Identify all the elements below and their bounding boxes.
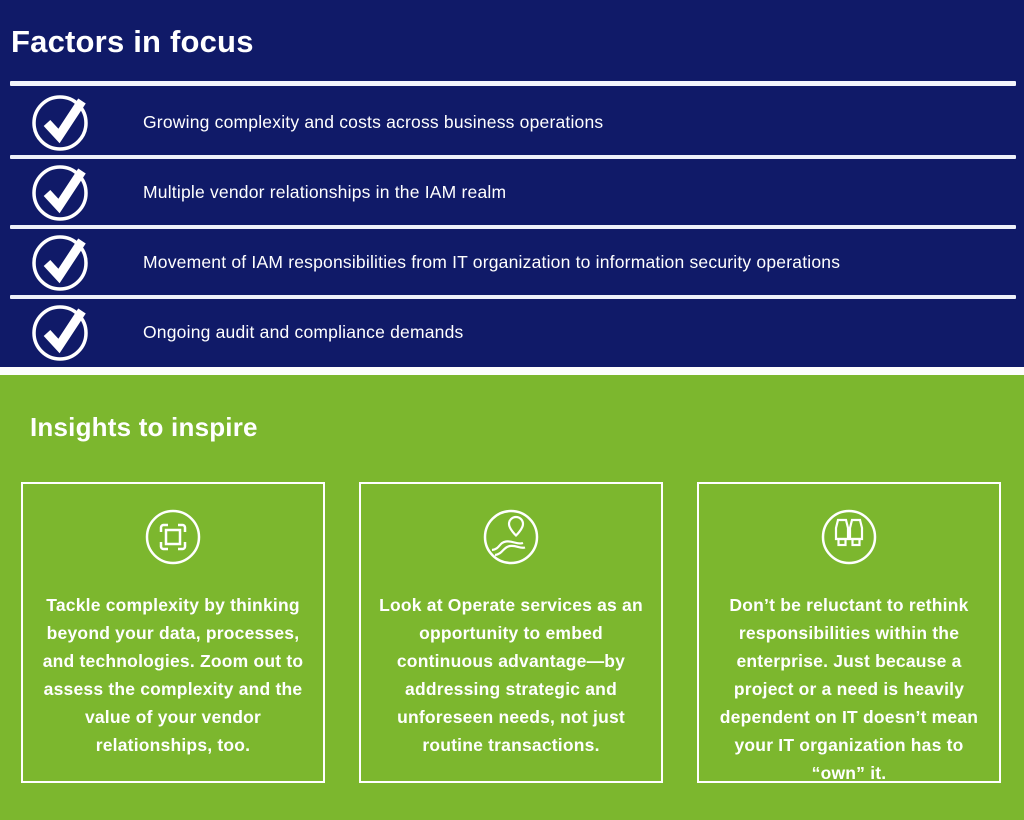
insight-card bbox=[359, 482, 663, 783]
factor-row bbox=[0, 227, 1024, 297]
insight-text: Tackle complexity by thinking beyond your data, processes, and technologies. Zoom out to assess the complexity and the value of your vendor relationships, too. bbox=[42, 595, 304, 755]
insight-card bbox=[21, 482, 325, 783]
factor-label: Growing complexity and costs across business operations bbox=[143, 111, 604, 132]
check-icon bbox=[31, 300, 95, 364]
factors-section bbox=[0, 0, 1024, 367]
zoom-frame-icon bbox=[141, 505, 205, 569]
factors-title: Factors in focus bbox=[11, 24, 254, 59]
factor-row bbox=[0, 157, 1024, 227]
check-icon bbox=[31, 160, 95, 224]
factor-label: Movement of IAM responsibilities from IT organization to information security operations bbox=[143, 251, 841, 272]
title-underline bbox=[10, 81, 1016, 86]
insight-text: Don’t be reluctant to rethink responsibilities within the enterprise. Just because a project or a need is heavily dependent on IT doesn’t mean your IT organization has to “own” it. bbox=[719, 595, 979, 783]
factor-row bbox=[0, 87, 1024, 157]
insight-card bbox=[697, 482, 1001, 783]
insights-title: Insights to inspire bbox=[30, 412, 258, 442]
binoculars-icon bbox=[817, 505, 881, 569]
factor-label: Ongoing audit and compliance demands bbox=[143, 321, 464, 342]
factors-list bbox=[0, 87, 1024, 367]
check-icon bbox=[31, 230, 95, 294]
section-divider bbox=[0, 367, 1024, 375]
factor-row bbox=[0, 297, 1024, 367]
insight-text: Look at Operate services as an opportunity to embed continuous advantage—by addressing strategic and unforeseen needs, not just routine transactions. bbox=[379, 595, 643, 755]
insights-section bbox=[0, 375, 1024, 820]
insight-cards bbox=[21, 482, 1001, 783]
factor-label: Multiple vendor relationships in the IAM realm bbox=[143, 181, 507, 202]
route-icon bbox=[479, 505, 543, 569]
check-icon bbox=[31, 90, 95, 154]
